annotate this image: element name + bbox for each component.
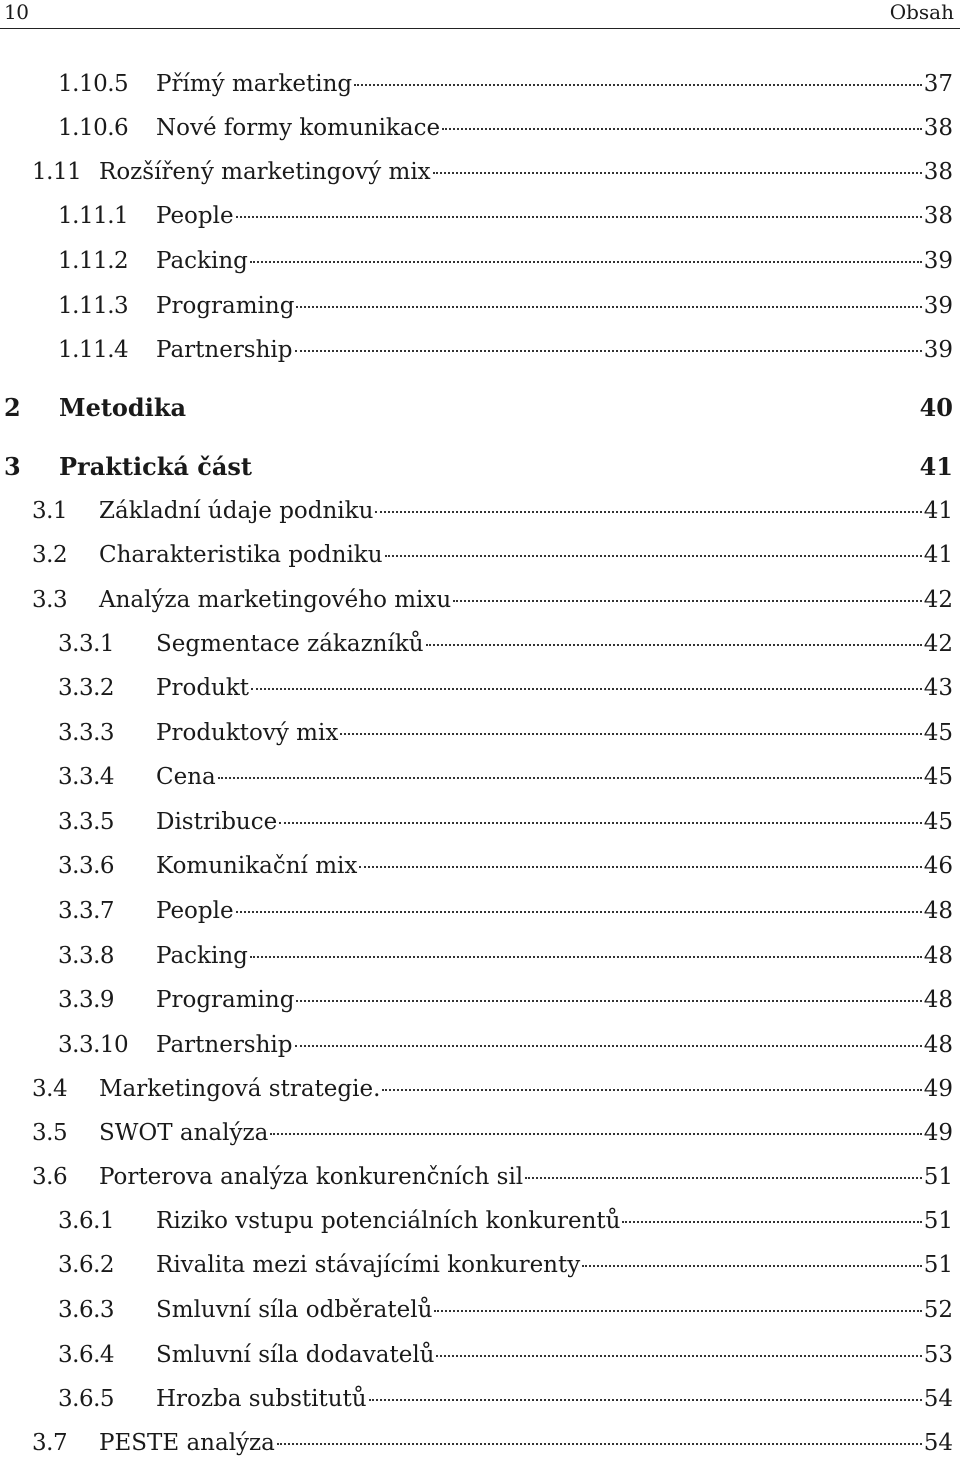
dot-leader [622,1221,921,1223]
toc-entry-1-10-5[interactable] [58,68,953,100]
toc-entry-page: 48 [923,898,953,924]
toc-entry-title: Komunikační mix [156,853,358,879]
toc-entry-page: 49 [923,1120,953,1146]
toc-entry-page: 45 [923,720,953,746]
toc-entry-3-6-5[interactable] [58,1383,953,1415]
toc-entry-number: 3.3 [32,587,68,613]
toc-entry-page: 48 [923,987,953,1013]
toc-entry-page: 41 [923,542,953,568]
toc-entry-3-3-3[interactable] [58,717,953,749]
toc-entry-1-11-4[interactable] [58,334,953,366]
toc-entry-title: Partnership [156,337,293,363]
toc-entry-page: 42 [923,631,953,657]
toc-entry-title: People [156,203,234,229]
toc-entry-number: 1.11.2 [58,248,129,274]
toc-entry-page: 48 [923,943,953,969]
toc-entry-3-3-8[interactable] [58,940,953,972]
toc-entry-title: Packing [156,943,248,969]
dot-leader [359,866,921,868]
toc-entry-3-6-1[interactable] [58,1205,953,1237]
toc-entry-3-6[interactable] [32,1161,953,1193]
toc-entry-number: 3.1 [32,498,68,524]
toc-entry-title: SWOT analýza [99,1120,269,1146]
toc-entry-title: Marketingová strategie. [99,1076,381,1102]
dot-leader [250,261,922,263]
toc-entry-number: 3.2 [32,542,68,568]
toc-entry-1-11-1[interactable] [58,200,953,232]
toc-entry-3-6-4[interactable] [58,1339,953,1371]
toc-entry-number: 3.6.2 [58,1252,115,1278]
dot-leader [433,172,922,174]
toc-chapter-3[interactable] [4,451,953,483]
dot-leader [582,1265,921,1267]
toc-entry-title: Partnership [156,1032,293,1058]
toc-entry-3-6-3[interactable] [58,1294,953,1326]
toc-entry-page: 39 [923,337,953,363]
toc-entry-1-11-3[interactable] [58,290,953,322]
dot-leader [296,1000,921,1002]
toc-entry-number: 1.11.3 [58,293,129,319]
toc-entry-number: 3.6.4 [58,1342,115,1368]
toc-entry-title: Programing [156,293,295,319]
dot-leader [354,84,922,86]
toc-entry-page: 54 [923,1430,953,1456]
toc-entry-1-10-6[interactable] [58,112,953,144]
toc-entry-page: 38 [923,159,953,185]
dot-leader [218,777,922,779]
toc-entry-title: PESTE analýza [99,1430,275,1456]
dot-leader [277,1443,922,1445]
toc-entry-1-11[interactable] [32,156,953,188]
toc-entry-title: Smluvní síla dodavatelů [156,1342,435,1368]
toc-entry-3-6-2[interactable] [58,1249,953,1281]
running-title: Obsah [889,0,954,24]
toc-entry-3-3-9[interactable] [58,984,953,1016]
toc-entry-title: Distribuce [156,809,278,835]
toc-chapter-2[interactable] [4,392,953,424]
toc-entry-number: 3.3.7 [58,898,115,924]
toc-entry-title: Rozšířený marketingový mix [99,159,431,185]
toc-entry-page: 52 [923,1297,953,1323]
toc-entry-page: 38 [923,115,953,141]
toc-entry-page: 38 [923,203,953,229]
toc-entry-title: People [156,898,234,924]
toc-entry-title: Základní údaje podniku [99,498,374,524]
toc-entry-number: 2 [4,393,21,422]
toc-entry-number: 3.6.1 [58,1208,115,1234]
dot-leader [453,600,922,602]
toc-entry-page: 46 [923,853,953,879]
toc-entry-page: 51 [923,1208,953,1234]
toc-entry-3-7[interactable] [32,1427,953,1459]
dot-leader [442,128,922,130]
toc-entry-title: Přímý marketing [156,71,353,97]
dot-leader [382,1089,921,1091]
toc-entry-title: Praktická část [59,452,252,481]
toc-entry-number: 3.6.5 [58,1386,115,1412]
dot-leader [434,1310,921,1312]
toc-entry-title: Produkt [156,675,250,701]
dot-leader [295,350,922,352]
toc-entry-title: Hrozba substitutů [156,1386,367,1412]
toc-entry-3-3-1[interactable] [58,628,953,660]
dot-leader [369,1399,922,1401]
toc-entry-number: 3.5 [32,1120,68,1146]
toc-entry-title: Porterova analýza konkurenčních sil [99,1164,524,1190]
toc-entry-title: Nové formy komunikace [156,115,441,141]
toc-entry-page: 48 [923,1032,953,1058]
dot-leader [236,216,922,218]
toc-entry-number: 3.3.2 [58,675,115,701]
toc-entry-number: 1.10.6 [58,115,129,141]
toc-entry-title: Analýza marketingového mixu [99,587,452,613]
page-number: 10 [4,0,29,24]
toc-entry-number: 3.3.4 [58,764,115,790]
toc-entry-3-4[interactable] [32,1073,953,1105]
toc-entry-number: 1.11.1 [58,203,129,229]
toc-entry-title: Rivalita mezi stávajícími konkurenty [156,1252,581,1278]
toc-entry-page: 42 [923,587,953,613]
toc-entry-number: 3.3.3 [58,720,115,746]
toc-entry-number: 3.3.9 [58,987,115,1013]
toc-entry-3-3-4[interactable] [58,761,953,793]
toc-entry-page: 45 [923,764,953,790]
dot-leader [296,306,921,308]
toc-entry-title: Packing [156,248,248,274]
toc-entry-number: 3.6 [32,1164,68,1190]
toc-entry-title: Produktový mix [156,720,339,746]
toc-entry-page: 39 [923,293,953,319]
toc-entry-page: 45 [923,809,953,835]
toc-entry-title: Charakteristika podniku [99,542,383,568]
toc-entry-number: 3.3.5 [58,809,115,835]
toc-entry-3-3-2[interactable] [58,672,953,704]
toc-entry-number: 1.11 [32,159,82,185]
toc-entry-number: 3.3.1 [58,631,115,657]
dot-leader [270,1133,921,1135]
dot-leader [250,956,922,958]
toc-entry-3-5[interactable] [32,1117,953,1149]
toc-entry-title: Metodika [59,393,187,422]
toc-entry-number: 3 [4,452,21,481]
dot-leader [426,644,922,646]
dot-leader [251,688,922,690]
toc-entry-page: 49 [923,1076,953,1102]
toc-entry-page: 43 [923,675,953,701]
toc-entry-title: Cena [156,764,216,790]
dot-leader [436,1355,921,1357]
toc-entry-number: 3.7 [32,1430,68,1456]
dot-leader [236,911,922,913]
toc-entry-page: 51 [923,1252,953,1278]
dot-leader [279,822,921,824]
toc-entry-title: Programing [156,987,295,1013]
toc-entry-3-3-7[interactable] [58,895,953,927]
dot-leader [295,1045,922,1047]
dot-leader [385,555,922,557]
toc-entry-3-2[interactable] [32,539,953,571]
toc-entry-3-3-6[interactable] [58,850,953,882]
toc-entry-number: 3.6.3 [58,1297,115,1323]
toc-entry-3-1[interactable] [32,495,953,527]
toc-entry-number: 1.10.5 [58,71,129,97]
dot-leader [525,1177,922,1179]
toc-entry-page: 41 [919,452,953,481]
toc-entry-3-3-5[interactable] [58,806,953,838]
toc-entry-title: Segmentace zákazníků [156,631,424,657]
toc-entry-page: 37 [923,71,953,97]
toc-entry-title: Riziko vstupu potenciálních konkurentů [156,1208,621,1234]
toc-entry-page: 54 [923,1386,953,1412]
toc-entry-page: 51 [923,1164,953,1190]
toc-entry-number: 3.4 [32,1076,68,1102]
dot-leader [340,733,921,735]
toc-entry-number: 3.3.10 [58,1032,129,1058]
toc-entry-number: 3.3.6 [58,853,115,879]
toc-entry-1-11-2[interactable] [58,245,953,277]
toc-entry-3-3-10[interactable] [58,1029,953,1061]
toc-entry-page: 39 [923,248,953,274]
toc-entry-page: 40 [919,393,953,422]
toc-entry-page: 41 [923,498,953,524]
toc-entry-page: 53 [923,1342,953,1368]
toc-entry-number: 1.11.4 [58,337,129,363]
toc-entry-3-3[interactable] [32,584,953,616]
toc-entry-number: 3.3.8 [58,943,115,969]
dot-leader [375,511,921,513]
toc-entry-title: Smluvní síla odběratelů [156,1297,433,1323]
